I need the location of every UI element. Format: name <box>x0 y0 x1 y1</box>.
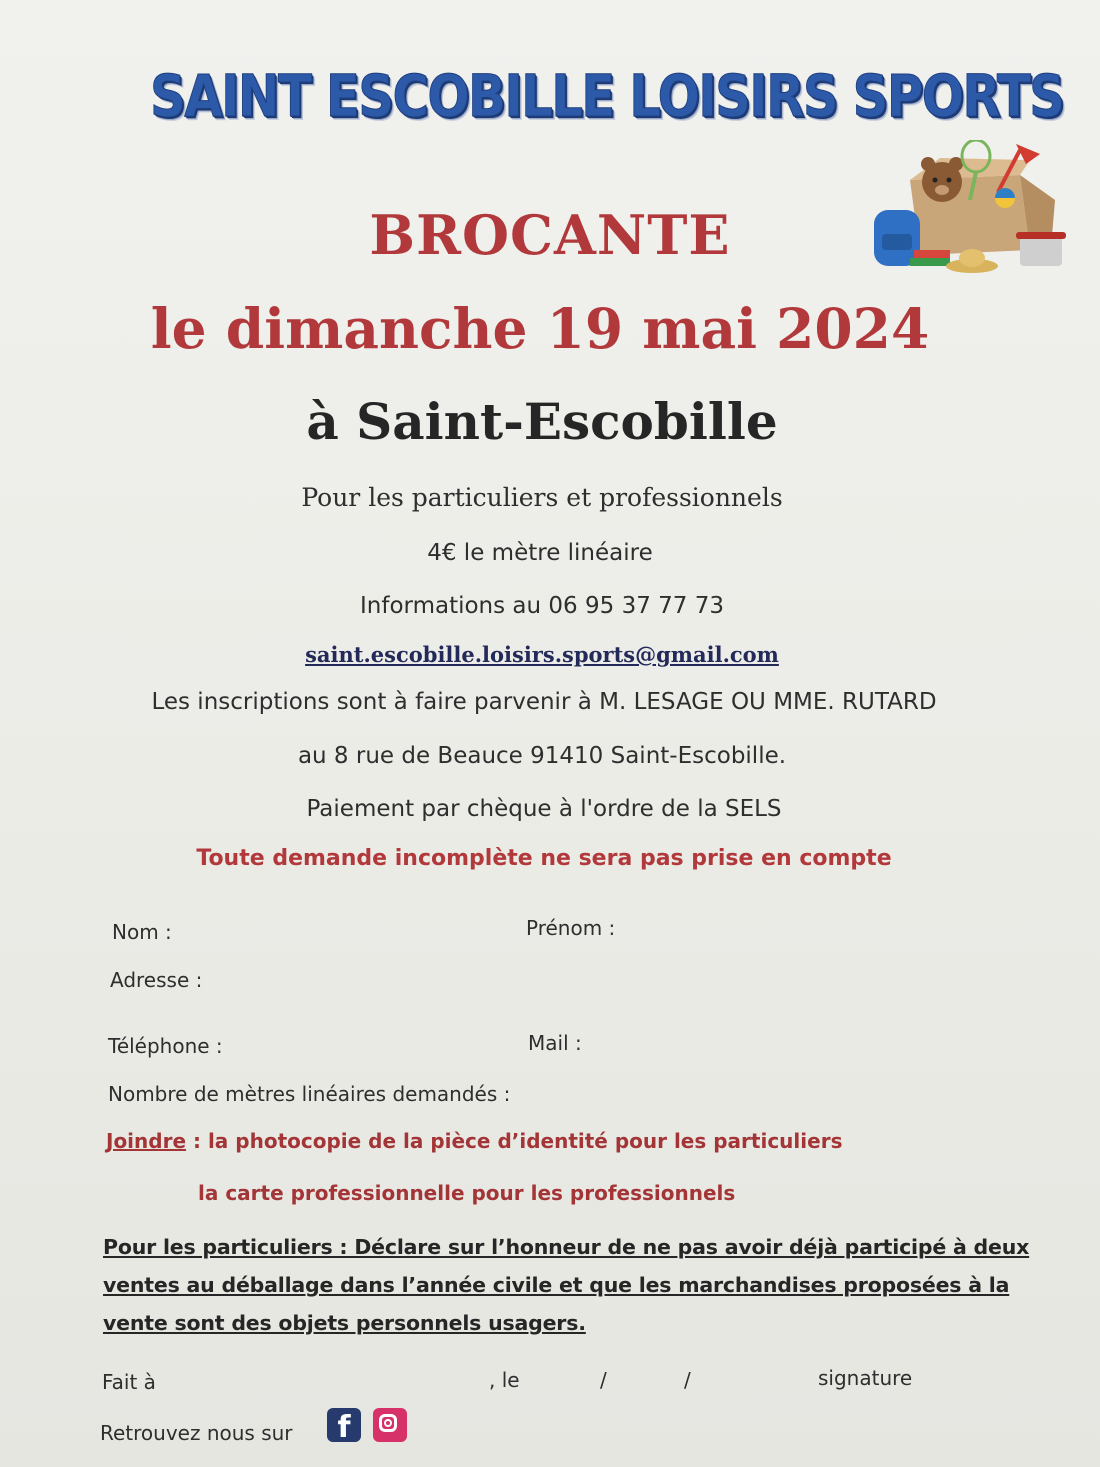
email-link[interactable]: saint.escobille.loisirs.sports@gmail.com <box>305 642 779 667</box>
event-date: le dimanche 19 mai 2024 <box>150 296 930 361</box>
instagram-icon[interactable] <box>373 1408 407 1442</box>
date-separator-2: / <box>684 1368 691 1392</box>
facebook-icon[interactable]: f <box>327 1408 361 1442</box>
signature-label: signature <box>818 1366 913 1390</box>
join-label: Joindre <box>106 1129 187 1153</box>
field-metres: Nombre de mètres linéaires demandés : <box>108 1082 511 1106</box>
phone-info: Informations au 06 95 37 77 73 <box>360 593 724 619</box>
field-telephone: Téléphone : <box>108 1034 223 1058</box>
registration-text: Les inscriptions sont à faire parvenir à M. LESAGE OU MME. RUTARD <box>151 689 937 715</box>
date-le-label: , le <box>489 1368 520 1392</box>
join-line-1 <box>106 1129 842 1153</box>
retrouvez-label: Retrouvez nous sur <box>100 1421 293 1445</box>
event-title: BROCANTE <box>369 203 731 267</box>
date-separator-1: / <box>600 1368 607 1392</box>
declaration-text: Pour les particuliers : Déclare sur l’honneur de ne pas avoir déjà participé à deux ventes au déballage dans l’année civile et que les marchandises proposées à la vente sont des objets personnels usagers. <box>103 1235 1030 1335</box>
field-prenom: Prénom : <box>526 916 616 940</box>
postal-address: au 8 rue de Beauce 91410 Saint-Escobille. <box>297 743 787 769</box>
join-text-1: : la photocopie de la pièce d’identité pour les particuliers <box>186 1129 843 1153</box>
club-title: SAINT ESCOBILLE LOISIRS SPORTS <box>150 62 1064 130</box>
field-nom: Nom : <box>112 920 172 944</box>
join-line-2: la carte professionnelle pour les professionnels <box>198 1181 736 1205</box>
price-text: 4€ le mètre linéaire <box>427 540 653 566</box>
fait-a-label: Fait à <box>102 1370 156 1394</box>
incomplete-warning: Toute demande incomplète ne sera pas prise en compte <box>196 846 892 871</box>
field-adresse: Adresse : <box>110 968 203 992</box>
instagram-lens <box>384 1419 392 1427</box>
event-place: à Saint-Escobille <box>306 392 778 451</box>
field-mail: Mail : <box>528 1031 582 1055</box>
audience-text: Pour les particuliers et professionnels <box>301 483 783 512</box>
payment-text: Paiement par chèque à l'ordre de la SELS <box>306 796 782 822</box>
